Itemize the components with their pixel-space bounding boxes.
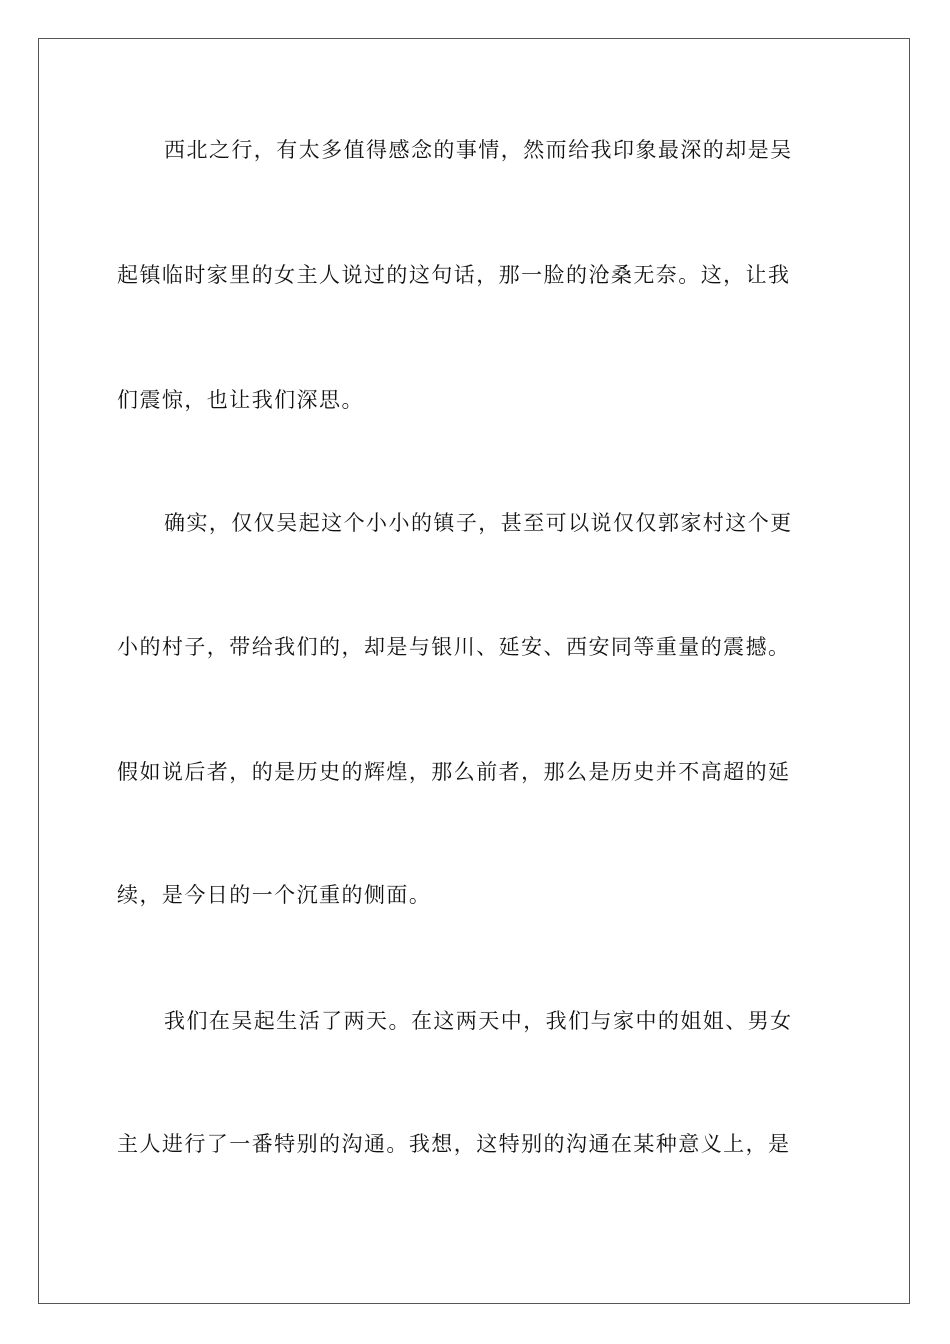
paragraph-1-line-2: 起镇临时家里的女主人说过的这句话，那一脸的沧桑无奈。这，让我 xyxy=(117,263,791,287)
paragraph-2-line-2: 小的村子，带给我们的，却是与银川、延安、西安同等重量的震撼。 xyxy=(117,635,791,659)
paragraph-1-line-3: 们震惊，也让我们深思。 xyxy=(117,388,364,412)
paragraph-3-line-1: 我们在吴起生活了两天。在这两天中，我们与家中的姐姐、男女 xyxy=(164,1009,793,1033)
paragraph-2-line-3: 假如说后者，的是历史的辉煌，那么前者，那么是历史并不高超的延 xyxy=(117,760,791,784)
paragraph-2-line-4: 续，是今日的一个沉重的侧面。 xyxy=(117,883,432,907)
paragraph-1-line-1: 西北之行，有太多值得感念的事情，然而给我印象最深的却是吴 xyxy=(164,138,793,162)
paragraph-2-line-1: 确实，仅仅吴起这个小小的镇子，甚至可以说仅仅郭家村这个更 xyxy=(164,511,793,535)
page-border xyxy=(38,38,910,1304)
paragraph-3-line-2: 主人进行了一番特别的沟通。我想，这特别的沟通在某种意义上，是 xyxy=(117,1132,791,1156)
